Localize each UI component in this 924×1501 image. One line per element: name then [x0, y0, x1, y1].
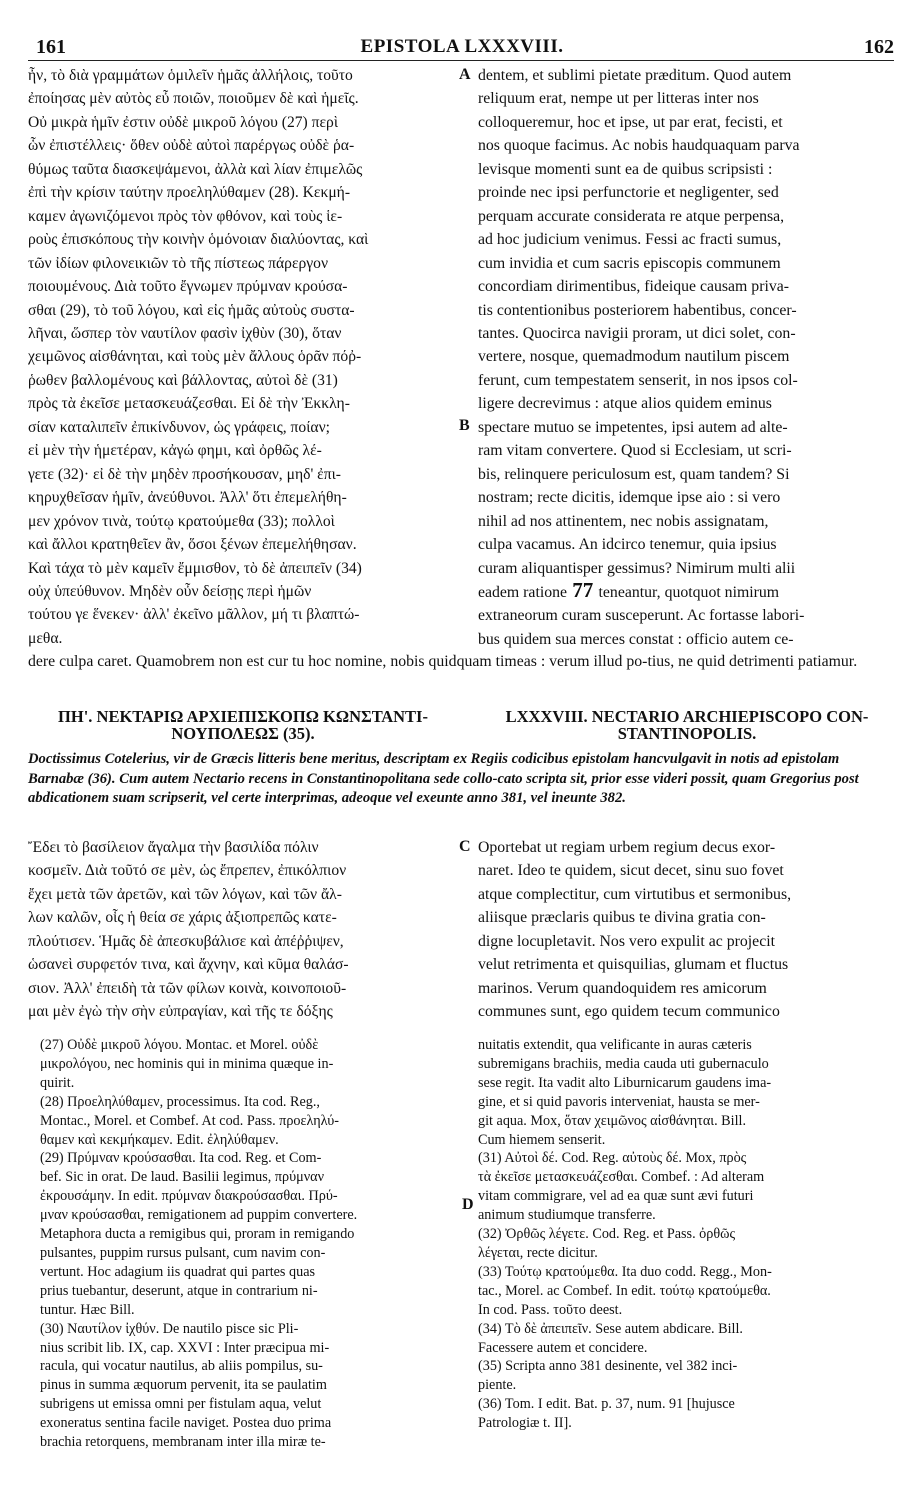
page-number-left: 161: [36, 36, 66, 58]
footnote-line: vitam commigrare, vel ad ea quæ sunt ævi futuri: [478, 1188, 754, 1205]
footnote-line: (30) Ναυτίλον ἰχθύν. De nautilo pisce sic Pli-: [40, 1320, 299, 1337]
latin-text-line: communes sunt, ego quidem tecum communico: [478, 1003, 780, 1021]
footnote-line: μναν κρούσασθαι, remigationem ad puppim convertere.: [40, 1207, 358, 1224]
footnotes-right: [478, 1036, 898, 1433]
margin-marker-b: B: [459, 417, 470, 434]
intro-line: vulgavit in notis ad epistolam Barnabæ (36). Cum autem Nectario recens in Constantinopolitana sede collo-: [28, 751, 840, 787]
greek-text-line: μαι μὲν ἐγὼ τὴν σὴν εὐπραγίαν, καὶ τῆς τε δόξης: [28, 1003, 333, 1021]
latin-text-line: bus quidem sua merces constat : officio autem ce-: [478, 630, 794, 648]
margin-marker-d: D: [462, 1196, 474, 1213]
latin-text-line: tantes. Quocirca navigii proram, ut dici solet, con-: [478, 324, 796, 342]
footnote-line: λέγεται, recte dicitur.: [478, 1244, 598, 1261]
header-rule: [28, 60, 894, 61]
greek-text-line: σίαν καταλιπεῖν ἐπικίνδυνον, ὡς γράφεις, ποίαν;: [28, 418, 330, 436]
greek-text-line: Καὶ τάχα τὸ μὲν καμεῖν ἔμμισθον, τὸ δὲ ἀπειπεῖν (34): [28, 559, 362, 577]
greek-text-line: λων καλῶν, οἷς ἡ θεία σε χάρις ἀξιοπρεπῶς κατε-: [28, 909, 337, 927]
footnote-line: (34) Τὸ δὲ ἀπειπεῖν. Sese autem abdicare. Bill.: [478, 1320, 743, 1337]
latin-text-line: extraneorum curam susceperunt. Ac fortasse labori-: [478, 607, 805, 625]
greek-text-line: ἐποίησας μὲν αὐτὸς εὖ ποιῶν, ποιοῦμεν δὲ καὶ ἡμεῖς.: [28, 90, 359, 108]
title-line: LXXXVIII. NECTARIO ARCHIEPISCOPO CON-: [505, 707, 869, 726]
greek-text-line: Οὐ μικρὰ ἡμῖν ἐστιν οὐδὲ μικροῦ λόγου (27) περὶ: [28, 113, 339, 131]
footnote-line: In cod. Pass. τοῦτο deest.: [478, 1301, 623, 1318]
footnote-line: θαμεν καὶ κεκμήκαμεν. Edit. ἐληλύθαμεν.: [40, 1131, 279, 1148]
latin-text-line: atque complectitur, cum virtutibus et sermonibus,: [478, 885, 792, 903]
latin-text-line: marinos. Verum quandoquidem res amicorum: [478, 979, 767, 997]
footnote-line: (36) Tom. I edit. Bat. p. 37, num. 91 [hujusce: [478, 1396, 735, 1413]
footnote-line: (35) Scripta anno 381 desinente, vel 382 inci-: [478, 1358, 738, 1375]
greek-text-line: σθαι (29), τὸ τοῦ λόγου, καὶ εἰς ἡμᾶς αὐτοὺς συστα-: [28, 301, 355, 319]
footnote-line: nuitatis extendit, qua velificante in auras cæteris: [478, 1037, 752, 1053]
greek-text-line: μεν χρόνον τινὰ, τούτῳ κρατούμεθα (33); πολλοὶ: [28, 512, 335, 530]
greek-text-line: εἰ μὲν τὴν ἡμετέραν, κἀγώ φημι, καὶ ὀρθῶς λέ-: [28, 442, 322, 460]
footnote-line: pulsantes, puppim rursus pulsant, cum navim con-: [40, 1244, 326, 1261]
greek-column-1: [28, 64, 456, 650]
greek-text-line: ἐπὶ τὴν κρίσιν ταύτην προεληλύθαμεν (28). Κεκμή-: [28, 184, 351, 202]
latin-text-line: cum invidia et cum sacris episcopis communem: [478, 254, 781, 272]
latin-text-line: colloqueremur, hoc et ipse, ut par erat, fecisti, et: [478, 113, 783, 131]
footnote-line: tac., Morel. ac Combef. In edit. τούτῳ κρατούμεθα.: [478, 1282, 771, 1299]
title-line: STANTINOPOLIS.: [617, 724, 757, 743]
greek-text-line: πλούτισεν. Ἡμᾶς δὲ ἀπεσκυβάλισε καὶ ἀπέῤῥιψεν,: [28, 932, 344, 950]
footnote-line: bef. Sic in orat. De laud. Basilii legimus, πρύμναν: [40, 1169, 324, 1186]
latin-text-line: ad hoc judicium venimus. Fessi ac fracti sumus,: [478, 231, 782, 249]
greek-text-line: χειμῶνος αἰσθάνηται, καὶ τοὺς μὲν ἄλλους ὁρᾶν πόῤ-: [28, 348, 362, 366]
latin-text-fragment: teneantur, quotquot nimirum: [598, 583, 780, 601]
footnote-line: exoneratus sentina facile naviget. Postea duo prima: [40, 1415, 332, 1432]
latin-text-line: Oportebat ut regiam urbem regium decus exor-: [478, 839, 776, 856]
greek-text-line: ῥωθεν βαλλομένους καὶ βάλλοντας, αὐτοὶ δὲ (31): [28, 371, 338, 389]
footnote-line: (28) Προεληλύθαμεν, processimus. Ita cod. Reg.,: [40, 1093, 320, 1110]
greek-column-2: [28, 836, 456, 1024]
latin-text-line: ligere decrevimus : atque alios quidem eminus: [478, 395, 772, 413]
footnote-line: (29) Πρύμναν κρούσασθαι. Ita cod. Reg. et Com-: [40, 1150, 322, 1167]
greek-text-line: μεθα.: [28, 629, 63, 647]
greek-text-line: σιον. Ἀλλ' ἐπειδὴ τὰ τῶν φίλων κοινὰ, κοινοποιοῦ-: [28, 979, 347, 997]
latin-text-line: culpa vacamus. An idcirco tenemur, quia ipsius: [478, 536, 777, 554]
footnote-line: nius scribit lib. IX, cap. XXVI : Inter præcipua mi-: [40, 1339, 330, 1356]
title-line: ΠΗ'. ΝΕΚΤΑΡΙΩ ΑΡΧΙΕΠΙΣΚΟΠΩ ΚΩΝΣΤΑΝΤΙ-: [58, 707, 428, 726]
footnote-line: Cum hiemem senserit.: [478, 1131, 606, 1148]
greek-text-line: γετε (32)· εἰ δὲ τὴν μηδὲν προσήκουσαν, μηδ' ἐπι-: [28, 465, 341, 483]
title-line: ΝΟΥΠΟΛΕΩΣ (35).: [171, 724, 315, 743]
footnote-line: (31) Αὐτοὶ δέ. Cod. Reg. αὐτοὺς δέ. Mox, πρὸς: [478, 1150, 747, 1167]
latin-text-line: aliisque præclaris quibus te divina gratia con-: [478, 909, 766, 927]
latin-text-line: [478, 580, 896, 604]
greek-text-line: ἦν, τὸ διὰ γραμμάτων ὁμιλεῖν ἡμᾶς ἀλλήλοις, τοῦτο: [28, 67, 353, 84]
intro-line: cato scripta sit, prior esse videri possit, quam Gregorius post abdicationem suam scripserit, vel certe inter: [28, 770, 859, 806]
letter-title-greek: [28, 708, 458, 742]
greek-text-line: καὶ ἄλλοι κρατηθεῖεν ἂν, ὅσοι ξένων ἐπεμελήθησαν.: [28, 536, 357, 554]
greek-text-line: λῆναι, ὥσπερ τὸν ναυτίλον φασὶν ἰχθὺν (30), ὅταν: [28, 324, 342, 342]
greek-text-line: ὧν ἐπιστέλλεις· ὅθεν οὐδὲ αὐτοὶ παρέργως οὐδὲ ῥα-: [28, 137, 355, 155]
latin-text-line: nihil ad nos attinentem, nec nobis assignatam,: [478, 512, 769, 530]
footnotes-left: [40, 1036, 460, 1452]
latin-column-1: [478, 64, 896, 651]
running-title: EPISTOLA LXXXVIII.: [360, 36, 564, 57]
full-width-text: [28, 650, 896, 673]
greek-text-line: ροὺς ἐπισκόπους τὴν κοινὴν ὁμόνοιαν διαλύοντας, καὶ: [28, 231, 369, 249]
latin-text-line: reliquum erat, nempe ut per litteras inter nos: [478, 90, 759, 108]
footnote-line: vertunt. Hoc adagium iis quadrat qui partes quas: [40, 1263, 316, 1280]
latin-text-line: levisque momenti sunt ea de quibus scripsisti :: [478, 160, 773, 178]
greek-text-line: θύμως ταῦτα διασκεψάμενοι, ἀλλὰ καὶ λίαν ἐπιμελῶς: [28, 160, 363, 178]
greek-text-line: ποιουμένους. Διὰ τοῦτο ἔγνωμεν πρύμναν κρούσα-: [28, 278, 348, 296]
footnote-line: τὰ ἐκεῖσε μετασκευάζεσθαι. Combef. : Ad alteram: [478, 1169, 765, 1186]
footnote-line: Facessere autem et concidere.: [478, 1339, 648, 1356]
footnote-line: μικρολόγου, nec hominis qui in minima quæque in-: [40, 1055, 334, 1072]
latin-text-line: bis, relinquere periculosum est, quam tandem? Si: [478, 465, 790, 483]
latin-text-line: tis contentionibus posteriorem habentibus, concer-: [478, 301, 797, 319]
footnote-line: (27) Οὐδὲ μικροῦ λόγου. Montac. et Morel. οὐδὲ: [40, 1037, 319, 1053]
text-line: dere culpa caret. Quamobrem non est cur tu hoc nomine, nobis quidquam timeas : verum illud po-: [28, 653, 648, 670]
footnote-line: tuntur. Hæc Bill.: [40, 1301, 135, 1318]
intro-note: [28, 750, 896, 809]
footnote-line: sese regit. Ita vadit alto Liburnicarum gaudens ima-: [478, 1074, 772, 1091]
latin-text-line: ram vitam convertere. Quod si Ecclesiam, ut scri-: [478, 442, 792, 460]
latin-text-line: digne locupletavit. Nos vero expulit ac projecit: [478, 932, 775, 950]
footnote-line: piente.: [478, 1377, 517, 1394]
text-line: tius, ne quid detrimenti patiamur.: [647, 653, 858, 670]
intro-line: Doctissimus Cotelerius, vir de Græcis litteris bene meritus, descriptam ex Regiis codicibus epistolam hanc: [28, 751, 664, 767]
greek-text-line: οὐχ ὑπεύθυνον. Μηδὲν οὖν δείσῃς περὶ ἡμῶν: [28, 582, 312, 600]
greek-text-line: τούτου γε ἕνεκεν· ἀλλ' ἐκεῖνο μᾶλλον, μή τι βλαπτώ-: [28, 606, 360, 624]
latin-text-line: proinde nec ipsi perfunctorie et negligenter, sed: [478, 184, 779, 202]
latin-column-2: [478, 836, 896, 1024]
latin-text-line: velut retrimenta et quisquilias, glumam et fluctus: [478, 956, 789, 974]
footnote-line: prius tuebantur, deserunt, atque in contrarium ni-: [40, 1282, 318, 1299]
greek-text-line: τῶν ἰδίων φιλονεικιῶν τὸ τῆς πίστεως πάρεργον: [28, 254, 329, 272]
greek-text-line: καμεν ἀγωνιζόμενοι πρὸς τὸν φθόνον, καὶ τοὺς ἱε-: [28, 207, 343, 225]
footnote-line: animum studiumque transferre.: [478, 1207, 656, 1224]
margin-marker-a: A: [459, 66, 471, 83]
footnote-line: ἐκρουσάμην. In edit. πρύμναν διακρούσασθαι. Πρύ-: [40, 1188, 338, 1205]
greek-text-line: ὡσανεὶ συρφετόν τινα, καὶ ἄχνην, καὶ κῦμα θαλάσ-: [28, 956, 349, 974]
footnote-line: (33) Τούτῳ κρατούμεθα. Ita duo codd. Regg., Mon-: [478, 1263, 772, 1280]
greek-text-line: ἔχει μετὰ τῶν ἀρετῶν, καὶ τῶν λόγων, καὶ τῶν ἄλ-: [28, 885, 342, 903]
latin-text-line: perquam accurate considerata re atque perpensa,: [478, 207, 785, 225]
latin-text-line: ferunt, cum tempestatem senserit, in nos ipsos col-: [478, 371, 798, 389]
footnote-line: Montac., Morel. et Combef. At cod. Pass. προεληλύ-: [40, 1112, 340, 1129]
latin-text-line: spectare mutuo se impetentes, ipsi autem ad alte-: [478, 418, 788, 436]
latin-text-line: concordiam dirimentibus, fideique causam priva-: [478, 278, 790, 296]
footnote-line: pinus in summa æquorum pervenit, ita se paulatim: [40, 1377, 327, 1394]
footnote-line: subremigans brachiis, media cauda uti gubernaculo: [478, 1055, 769, 1072]
latin-text-line: dentem, et sublimi pietate præditum. Quod autem: [478, 67, 792, 84]
latin-text-line: curam aliquantisper gessimus? Nimirum multi alii: [478, 559, 796, 577]
letter-title-latin: [478, 708, 896, 742]
latin-text-line: naret. Ideo te quidem, sicut decet, sinu suo fovet: [478, 862, 784, 880]
page-number-right: 162: [864, 36, 894, 58]
footnote-line: brachia retorquens, membranam inter illa miræ te-: [40, 1434, 326, 1451]
intro-line: primas, adeoque vel exeunte anno 381, vel ineunte 382.: [293, 790, 626, 806]
footnote-line: Patrologiæ t. II].: [478, 1415, 572, 1432]
latin-text-fragment: eadem ratione: [478, 583, 568, 601]
footnote-line: Metaphora ducta a remigibus qui, proram in remigando: [40, 1226, 355, 1243]
footnote-line: git aqua. Mox, ὅταν χειμῶνος αἰσθάνηται. Bill.: [478, 1112, 747, 1129]
footnote-line: gine, et si quid pavoris interveniat, hausta se mer-: [478, 1093, 760, 1110]
greek-text-line: κοσμεῖν. Διὰ τοῦτό σε μὲν, ὡς ἔπρεπεν, ἐπικόλπιον: [28, 862, 347, 880]
footnote-line: (32) Ὀρθῶς λέγετε. Cod. Reg. et Pass. ὀρθῶς: [478, 1226, 736, 1243]
latin-text-line: vertere, nosque, quemadmodum nautilum piscem: [478, 348, 790, 366]
latin-text-line: nos quoque facimus. Ac nobis haudquaquam parva: [478, 137, 800, 155]
latin-text-line: nostram; recte dicitis, idemque ipse aio : si vero: [478, 489, 781, 507]
greek-text-line: κηρυχθεῖσαν ἡμῖν, ἀνεύθυνοι. Ἀλλ' ὅτι ἐπεμελήθη-: [28, 489, 347, 507]
margin-marker-c: C: [459, 838, 471, 855]
greek-text-line: Ἔδει τὸ βασίλειον ἄγαλμα τὴν βασιλίδα πόλιν: [28, 839, 319, 856]
footnote-line: subrigens ut emissa omni per fistulam aqua, velut: [40, 1396, 322, 1413]
footnote-line: quirit.: [40, 1074, 75, 1091]
column-number: 77: [567, 579, 599, 602]
greek-text-line: πρὸς τὰ ἐκεῖσε μετασκευάζεσθαι. Εἰ δὲ τὴν Ἐκκλη-: [28, 395, 350, 413]
footnote-line: racula, qui vocatur nautilus, ab aliis pompilus, su-: [40, 1358, 323, 1375]
